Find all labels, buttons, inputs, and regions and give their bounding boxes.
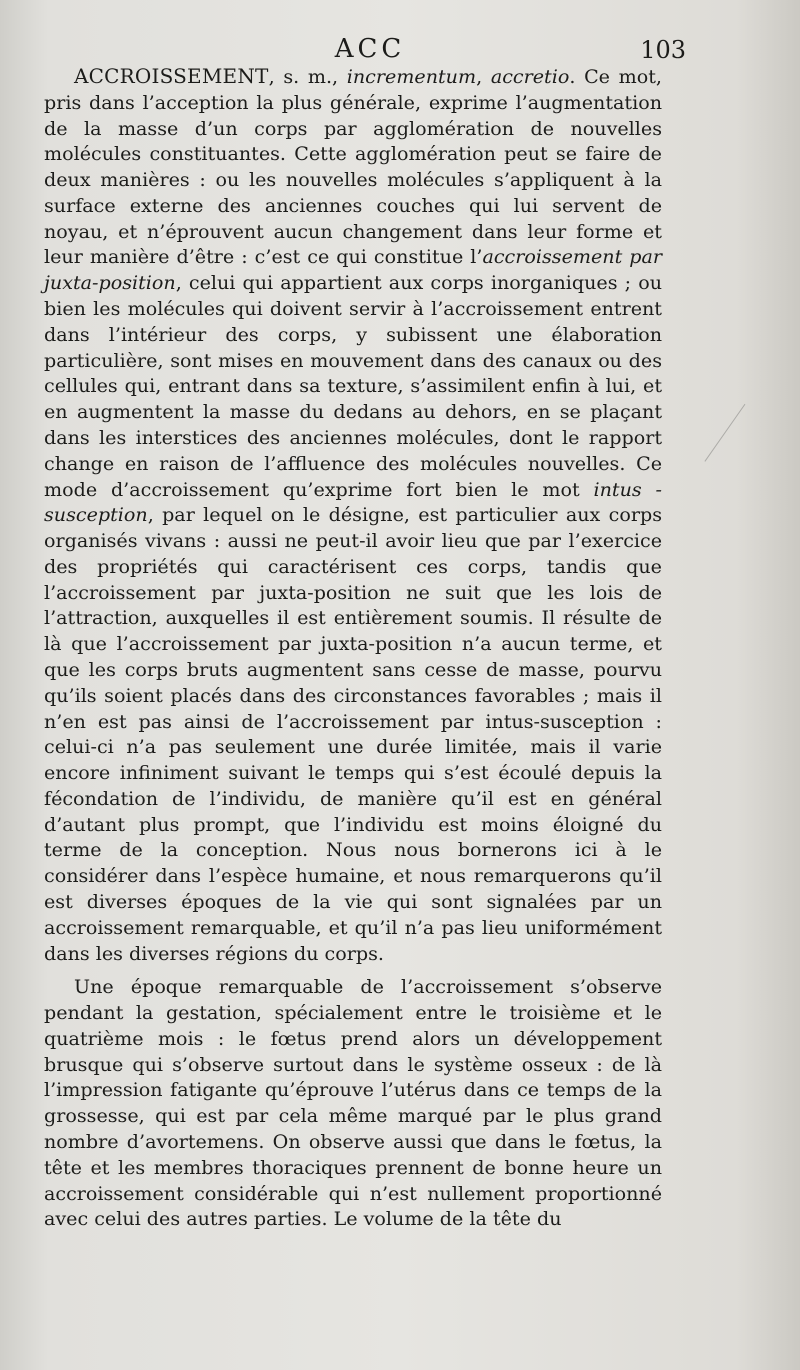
paragraph-1 (44, 64, 662, 966)
paragraph-1-text-b: , celui qui appartient aux corps inorganiques ; ou bien les molécules qui doivent servir à l’accroissement entrent dans l’intérieur des corps, y subissent une élaboration particulière, sont mises en mouvement dans des canaux ou des cellules qui, entrant dans sa texture, s’assimilent enfin à lui, et en augmentent la masse du dedans au dehors, en se plaçant dans les interstices des anciennes molécules, dont le rapport change en raison de l’affluence des molécules nouvelles. Ce mode d’accroissement qu’exprime fort bien le mot (44, 271, 662, 501)
entry-word: ACCROISSEMENT (74, 64, 269, 88)
paragraph-1-text-a: . Ce mot, pris dans l’acception la plus générale, exprime l’augmentation de la masse d’un corps par agglomération de nouvelles molécules constituantes. Cette agglomération peut se faire de deux manières : ou les nouvelles molécules s’appliquent à la surface externe des anciennes couches qui lui servent de noyau, et n’éprouvent aucun changement dans leur forme et leur manière d’être : c’est ce qui constitue l’ (44, 65, 662, 269)
term-juxta-position: accroissement par juxta-position (44, 245, 663, 295)
running-head: ACC (334, 34, 406, 64)
page-crease-mark (704, 404, 794, 496)
latin-term-2: accretio (490, 65, 570, 88)
entry-grammar: , s. m., (268, 65, 347, 88)
paragraph-2: Une époque remarquable de l’accroissement s’observe pendant la gestation, spécialement entre le troisième et le quatrième mois : le fœtus prend alors un développement brusque qui s’observe surtout dans le système osseux : de là l’impression fatigante qu’éprouve l’utérus dans ce temps de la grossesse, qui est par cela même marqué par le plus grand nombre d’avortemens. On observe aussi que dans le fœtus, la tête et les membres thoraciques prennent de bonne heure un accroissement considérable qui n’est nullement proportionné avec celui des autres parties. Le volume de la tête du (44, 975, 662, 1231)
paragraph-1-text-c: , par lequel on le désigne, est particulier aux corps organisés vivans : aussi ne peut-il avoir lieu que par l’exercice des propriétés qui caractérisent ces corps, tandis que l’accroissement par juxta-position ne suit que les lois de l’attraction, auxquelles il est entièrement soumis. Il résulte de là que l’accroissement par juxta-position n’a aucun terme, et que les corps bruts augmentent sans cesse de masse, pourvu qu’ils soient placés dans des circonstances favorables ; mais il n’en est pas ainsi de l’accroissement par intus-susception : celui-ci n’a pas seulement une durée limitée, mais il varie encore infiniment suivant le temps qui s’est écoulé depuis la fécondation de l’individu, de manière qu’il est en général d’autant plus prompt, que l’individu est moins éloigné du terme de la conception. Nous nous bornerons ici à le considérer dans l’espèce humaine, et nous remarquerons qu’il est diverses époques de la vie qui sont signalées par un accroissement remarquable, et qu’il n’a pas lieu uniformément dans les diverses régions du corps. (44, 503, 662, 965)
article-body (44, 64, 662, 1232)
latin-separator: , (476, 65, 491, 88)
latin-term-1: incrementum (346, 65, 477, 88)
page-number: 103 (640, 36, 686, 64)
term-intus-susception: intus - susception (44, 477, 662, 527)
